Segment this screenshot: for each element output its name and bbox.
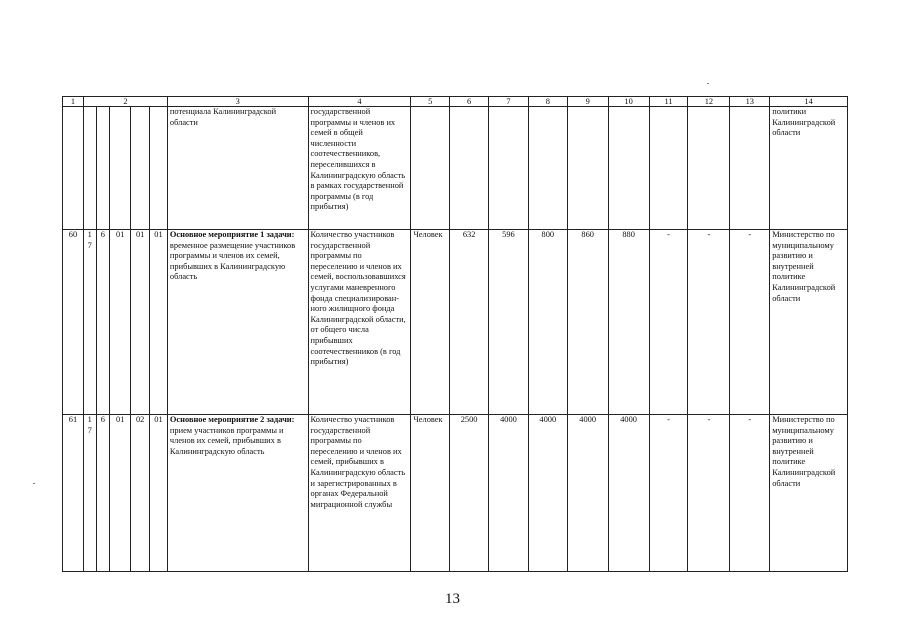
unit-cell: Человек bbox=[411, 415, 450, 572]
header-cell: 2 bbox=[83, 97, 167, 107]
value-cell: - bbox=[649, 415, 688, 572]
code-cell: 01 bbox=[150, 230, 168, 415]
header-cell: 13 bbox=[730, 97, 770, 107]
row-number: 60 bbox=[63, 230, 84, 415]
header-cell: 7 bbox=[489, 97, 529, 107]
code-cell: 17 bbox=[83, 230, 96, 415]
header-cell: 3 bbox=[167, 97, 308, 107]
value-cell: - bbox=[688, 230, 730, 415]
header-cell: 10 bbox=[608, 97, 649, 107]
value-cell: 596 bbox=[489, 230, 529, 415]
code-cell: 02 bbox=[131, 415, 150, 572]
value-cell: - bbox=[730, 415, 770, 572]
measure-cell bbox=[167, 415, 308, 572]
executor-cell: Министерство по муниципальному развитию и внутренней политике Калининградской области bbox=[770, 230, 848, 415]
indicator-cell: Количество участников государственной программы по переселению и членов их семей, прибывших в Калининградскую область и зарегистрированных в органах Федеральной миграционной службы bbox=[308, 415, 411, 572]
header-cell: 9 bbox=[567, 97, 608, 107]
value-cell: 4000 bbox=[567, 415, 608, 572]
header-cell: 5 bbox=[411, 97, 450, 107]
measure-cell: потенциала Калининградской области bbox=[167, 107, 308, 230]
header-cell: 11 bbox=[649, 97, 688, 107]
executor-cell: Министерство по муниципальному развитию и внутренней политике Калининградской области bbox=[770, 415, 848, 572]
scan-speck bbox=[707, 83, 709, 84]
continuation-row bbox=[63, 107, 848, 230]
value-cell: - bbox=[730, 230, 770, 415]
value-cell: - bbox=[649, 230, 688, 415]
value-cell: 4000 bbox=[489, 415, 529, 572]
scan-speck bbox=[33, 483, 35, 484]
indicator-cell: Количество участников государственной программы по переселению и членов их семей, воспользовавшихся услугами маневренного фонда специализирован-ного жилищного фонда Калининградской области, от общего числа прибывших соотечественников (в год прибытия) bbox=[308, 230, 411, 415]
value-cell: - bbox=[688, 415, 730, 572]
header-cell: 14 bbox=[770, 97, 848, 107]
page-number: 13 bbox=[445, 591, 460, 607]
measure-title: Основное мероприятие 2 задачи: bbox=[169, 415, 295, 424]
code-cell: 17 bbox=[83, 415, 96, 572]
header-cell: 12 bbox=[688, 97, 730, 107]
code-cell: 01 bbox=[131, 230, 150, 415]
value-cell: 800 bbox=[528, 230, 567, 415]
value-cell: 632 bbox=[450, 230, 489, 415]
value-cell: 4000 bbox=[608, 415, 649, 572]
measure-description: прием участников программы и членов их семей, прибывших в Калининградскую область bbox=[169, 425, 284, 456]
measure-title: Основное мероприятие 1 задачи: bbox=[169, 230, 295, 239]
code-cell: 01 bbox=[110, 415, 131, 572]
header-cell: 6 bbox=[450, 97, 489, 107]
unit-cell: Человек bbox=[411, 230, 450, 415]
value-cell: 4000 bbox=[528, 415, 567, 572]
indicator-cell: государственной программы и членов их семей в общей численности соотечественников, переселившихся в Калининградскую область в рамках государственной программы (в год прибытия) bbox=[308, 107, 411, 230]
row-number: 61 bbox=[63, 415, 84, 572]
header-cell: 1 bbox=[63, 97, 84, 107]
header-cell: 8 bbox=[528, 97, 567, 107]
header-row bbox=[63, 97, 848, 107]
value-cell: 860 bbox=[567, 230, 608, 415]
code-cell: 01 bbox=[150, 415, 168, 572]
executor-cell: политики Калининградской области bbox=[770, 107, 848, 230]
code-cell: 6 bbox=[96, 415, 110, 572]
header-cell: 4 bbox=[308, 97, 411, 107]
value-cell: 2500 bbox=[450, 415, 489, 572]
code-cell: 6 bbox=[96, 230, 110, 415]
table-row bbox=[63, 415, 848, 572]
measure-cell bbox=[167, 230, 308, 415]
value-cell: 880 bbox=[608, 230, 649, 415]
program-table bbox=[62, 96, 848, 572]
code-cell: 01 bbox=[110, 230, 131, 415]
measure-description: временное размещение участников программы и членов их семей, прибывших в Калининградскую область bbox=[169, 240, 296, 282]
table-row bbox=[63, 230, 848, 415]
